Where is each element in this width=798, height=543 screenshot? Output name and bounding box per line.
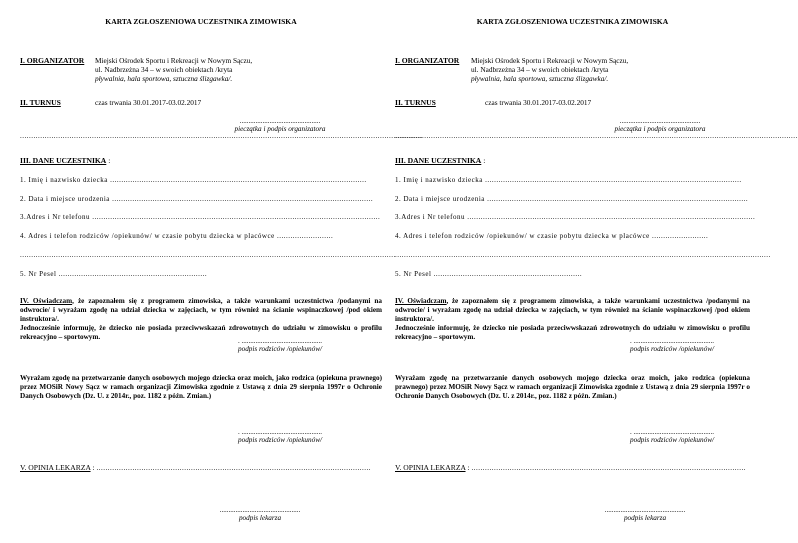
doctor-opinion[interactable]: V. OPINIA LEKARZA : .......................................................................................................................... xyxy=(395,463,746,472)
parent-signature-dots-1: . .............................................. xyxy=(630,337,714,345)
field-pesel[interactable]: 5. Nr Pesel .................................................................. xyxy=(20,270,208,278)
doctor-signature-label: podpis lekarza xyxy=(623,514,667,522)
consent-text: Wyrażam zgodę na przetwarzanie danych osobowych mojego dziecka oraz moich, jako rodzica (opiekuna prawnego) przez MOSiR Nowy Sącz w ramach organizacji Zimowiska zgodnie z Ustawą z dnia 29 sierpnia 1997r o Ochronie Danych Osobowych (Dz. U. z 2014r., poz. 1182 z późn. Zmian.) xyxy=(395,374,750,400)
turnus-dates: czas trwania 30.01.2017-03.02.2017 xyxy=(485,98,592,107)
field-child-name[interactable]: 1. Imię i nazwisko dziecka .................................................................................................................. xyxy=(395,176,742,184)
parent-signature-dots-2: . .............................................. xyxy=(238,428,322,436)
doctor-signature-dots: .............................................. xyxy=(219,506,301,514)
participant-heading: III. DANE UCZESTNIKA : xyxy=(395,156,486,165)
consent-text: Wyrażam zgodę na przetwarzanie danych osobowych mojego dziecka oraz moich, jako rodzica (opiekuna prawnego) przez MOSiR Nowy Sącz w ramach organizacji Zimowiska zgodnie z Ustawą z dnia 29 sierpnia 1997r o Ochronie Danych Osobowych (Dz. U. z 2014r., poz. 1182 z późn. Zmian.) xyxy=(20,374,382,400)
field-birth-date-place[interactable]: 2. Data i miejsce urodzenia .................................................................................................................... xyxy=(20,195,374,203)
field-parent-contact[interactable]: 4. Adres i telefon rodziców /opiekunów/ w czasie pobytu dziecka w placówce ......................... xyxy=(395,232,709,240)
declaration-text: IV. Oświadczam, że zapoznałem się z programem zimowiska, a także warunkami uczestnictwa /podanymi na odwrocie/ i wyrażam zgodę na udział dziecka w zajęciach, w tym również na ścianie wspinaczkowej /pod okiem instruktora/. Jednocześnie informuję, że dziecko nie posiada przeciwwskazań zdrowotnych do udziału w zimowisku o profilu rekreacyjno – sportowym. xyxy=(395,297,750,341)
stamp-label: pieczątka i podpis organizatora xyxy=(234,125,326,133)
form-title: KARTA ZGŁOSZENIOWA UCZESTNIKA ZIMOWISKA xyxy=(105,17,297,26)
doctor-signature-dots: .............................................. xyxy=(604,506,686,514)
organizer-line-2: ul. Nadbrzeżna 34 – w swoich obiektach /kryta xyxy=(95,65,233,74)
organizer-heading: I. ORGANIZATOR xyxy=(20,56,85,65)
field-pesel[interactable]: 5. Nr Pesel .................................................................. xyxy=(395,270,583,278)
organizer-line-3: pływalnia, hala sportowa, sztuczna ślizgawka/. xyxy=(471,74,609,83)
stamp-label: pieczątka i podpis organizatora xyxy=(614,125,706,133)
organizer-line-1: Miejski Ośrodek Sportu i Rekreacji w Nowym Sączu, xyxy=(95,56,253,65)
stamp-dots: .............................................. xyxy=(619,117,701,125)
parent-signature-dots-2: . .............................................. xyxy=(630,428,714,436)
field-parent-contact[interactable]: 4. Adres i telefon rodziców /opiekunów/ w czasie pobytu dziecka w placówce ......................... xyxy=(20,232,334,240)
declaration-text: IV. Oświadczam, że zapoznałem się z programem zimowiska, a także warunkami uczestnictwa /podanymi na odwrocie/ i wyrażam zgodę na udział dziecka w zajęciach, w tym również na ścianie wspinaczkowej /pod okiem instruktora/. Jednocześnie informuję, że dziecko nie posiada przeciwwskazań zdrowotnych do udziału w zimowisku o profilu rekreacyjno – sportowym. xyxy=(20,297,382,341)
organizer-line-2: ul. Nadbrzeżna 34 – w swoich obiektach /kryta xyxy=(471,65,609,74)
field-parent-contact-cont[interactable]: ....................................................................................................................................................................... xyxy=(395,251,771,259)
participant-heading: III. DANE UCZESTNIKA : xyxy=(20,156,111,165)
parent-signature-label-1: podpis rodziców /opiekunów/ xyxy=(630,345,714,353)
turnus-heading: II. TURNUS xyxy=(395,98,436,107)
doctor-opinion[interactable]: V. OPINIA LEKARZA : .......................................................................................................................... xyxy=(20,463,371,472)
doctor-signature-label: podpis lekarza xyxy=(238,514,282,522)
field-birth-date-place[interactable]: 2. Data i miejsce urodzenia .................................................................................................................... xyxy=(395,195,749,203)
organizer-heading: I. ORGANIZATOR xyxy=(395,56,460,65)
field-parent-contact-cont[interactable]: ....................................................................................................................................................................... xyxy=(20,251,396,259)
parent-signature-dots-1: . .............................................. xyxy=(238,337,322,345)
stamp-dots: .............................................. xyxy=(239,117,321,125)
organizer-line-3: pływalnia, hala sportowa, sztuczna ślizgawka/. xyxy=(95,74,233,83)
separator-line: ................................................................................................................................................................................... xyxy=(395,132,798,140)
turnus-dates: czas trwania 30.01.2017-03.02.2017 xyxy=(95,98,202,107)
form-title: KARTA ZGŁOSZENIOWA UCZESTNIKA ZIMOWISKA xyxy=(476,17,669,26)
field-address-phone[interactable]: 3.Adres i Nr telefonu ................................................................................................................................ xyxy=(395,213,756,221)
turnus-heading: II. TURNUS xyxy=(20,98,61,107)
parent-signature-label-2: podpis rodziców /opiekunów/ xyxy=(630,436,714,444)
form-left xyxy=(20,0,423,543)
parent-signature-label-1: podpis rodziców /opiekunów/ xyxy=(238,345,322,353)
separator-line: ................................................................................................................................................................................... xyxy=(20,132,423,140)
parent-signature-label-2: podpis rodziców /opiekunów/ xyxy=(238,436,322,444)
form-right xyxy=(395,0,798,543)
field-child-name[interactable]: 1. Imię i nazwisko dziecka .................................................................................................................. xyxy=(20,176,367,184)
field-address-phone[interactable]: 3.Adres i Nr telefonu ................................................................................................................................ xyxy=(20,213,381,221)
organizer-line-1: Miejski Ośrodek Sportu i Rekreacji w Nowym Sączu, xyxy=(471,56,629,65)
